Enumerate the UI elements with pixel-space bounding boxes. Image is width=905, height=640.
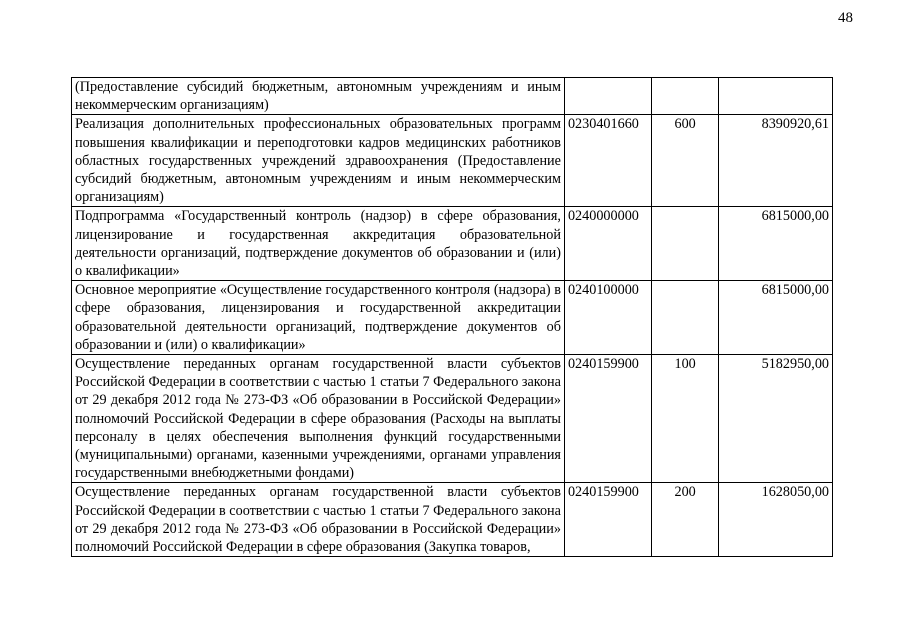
row-expense-type <box>652 78 719 115</box>
row-description: (Предоставление субсидий бюджетным, автономным учреждениям и иным некоммерческим организациям) <box>72 78 565 115</box>
row-expense-type: 100 <box>652 355 719 483</box>
row-expense-type <box>652 281 719 355</box>
budget-table <box>71 77 833 557</box>
row-description: Подпрограмма «Государственный контроль (надзор) в сфере образования, лицензирование и государственная аккредитация образовательной деятельности организаций, подтверждение документов об образовании и (или) о квалификации» <box>72 207 565 281</box>
row-code: 0240100000 <box>564 281 651 355</box>
row-expense-type <box>652 207 719 281</box>
row-description: Осуществление переданных органам государственной власти субъектов Российской Федерации в соответствии с частью 1 статьи 7 Федерального закона от 29 декабря 2012 года № 273-ФЗ «Об образовании в Российской Федерации» полномочий Российской Федерации в сфере образования (Расходы на выплаты персоналу в целях обеспечения выполнения функций государственными (муниципальными) органами, казенными учреждениями, органами управления государственными внебюджетными фондами) <box>72 355 565 483</box>
table-row <box>72 207 833 281</box>
row-code: 0240159900 <box>564 355 651 483</box>
row-code <box>564 78 651 115</box>
table-row <box>72 281 833 355</box>
row-expense-type: 200 <box>652 483 719 557</box>
row-code: 0230401660 <box>564 115 651 207</box>
row-sum: 8390920,61 <box>718 115 832 207</box>
row-sum: 1628050,00 <box>718 483 832 557</box>
row-sum: 5182950,00 <box>718 355 832 483</box>
row-description: Реализация дополнительных профессиональных образовательных программ повышения квалификации и переподготовки кадров медицинских работников областных государственных учреждений здравоохранения (Предоставление субсидий бюджетным, автономным учреждениям и иным некоммерческим организациям) <box>72 115 565 207</box>
row-code: 0240000000 <box>564 207 651 281</box>
row-description: Осуществление переданных органам государственной власти субъектов Российской Федерации в соответствии с частью 1 статьи 7 Федерального закона от 29 декабря 2012 года № 273-ФЗ «Об образовании в Российской Федерации» полномочий Российской Федерации в сфере образования (Закупка товаров, <box>72 483 565 557</box>
table-row <box>72 115 833 207</box>
row-sum: 6815000,00 <box>718 207 832 281</box>
row-code: 0240159900 <box>564 483 651 557</box>
row-sum: 6815000,00 <box>718 281 832 355</box>
table-row <box>72 78 833 115</box>
table-row <box>72 483 833 557</box>
row-expense-type: 600 <box>652 115 719 207</box>
page-number: 48 <box>838 10 853 26</box>
row-description: Основное мероприятие «Осуществление государственного контроля (надзора) в сфере образования, лицензирования и государственной аккредитации образовательной деятельности организаций, подтверждение документов об образовании и (или) о квалификации» <box>72 281 565 355</box>
row-sum <box>718 78 832 115</box>
table-row <box>72 355 833 483</box>
